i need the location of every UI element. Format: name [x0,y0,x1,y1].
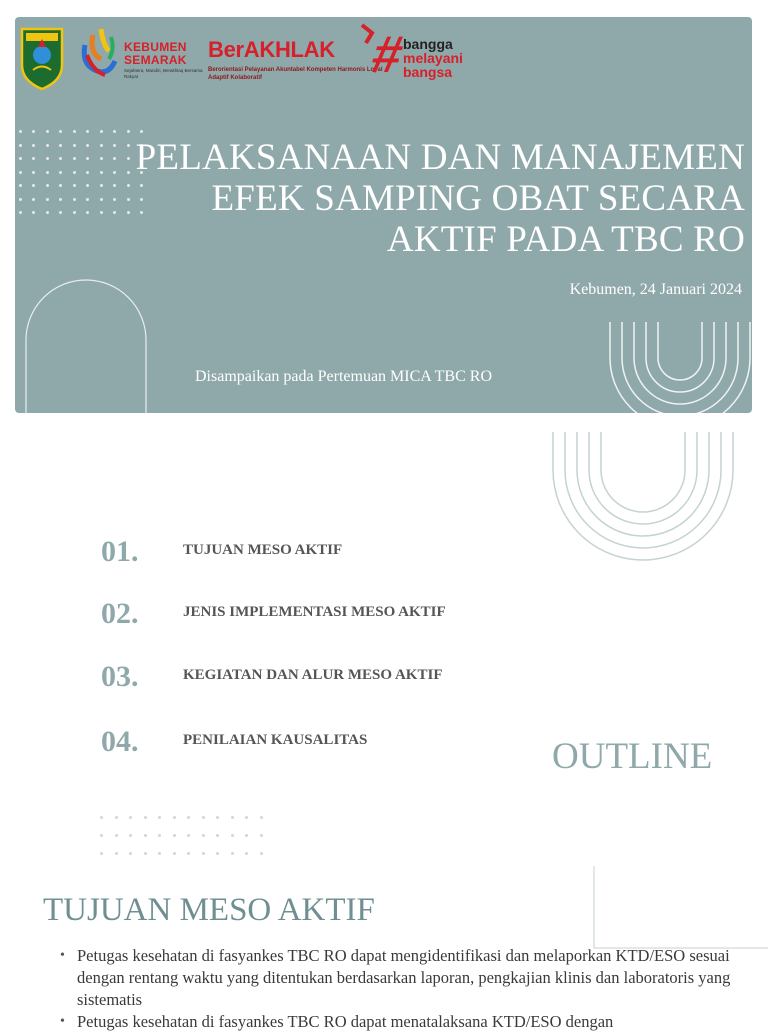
bangga-melayani-bangsa-logo: # bangga melayani bangsa [366,26,463,84]
outline-number: 01. [101,535,139,568]
berakhlak-logo: BerAKHLAK Berorientasi Pelayanan Akuntabel Kompeten Harmonis Loyal Adaptif Kolaboratif [208,23,378,89]
outline-number: 03. [101,660,139,693]
outline-heading: OUTLINE [552,736,713,777]
bullet-list [60,945,740,1033]
regency-crest-logo [18,25,66,91]
outline-label: PENILAIAN KAUSALITAS [183,732,368,748]
section-title: TUJUAN MESO AKTIF [43,892,375,928]
title-slide [15,17,752,413]
outline-label: JENIS IMPLEMENTASI MESO AKTIF [183,604,446,620]
presentation-occasion: Disampaikan pada Pertemuan MICA TBC RO [195,368,492,385]
outline-number: 02. [101,597,139,630]
dot-grid-decoration [100,816,280,861]
outline-label: TUJUAN MESO AKTIF [183,542,343,558]
outline-label: KEGIATAN DAN ALUR MESO AKTIF [183,667,443,683]
presentation-date: Kebumen, 24 Januari 2024 [569,281,742,298]
presentation-title: PELAKSANAAN DAN MANAJEMEN EFEK SAMPING OBAT SECARA AKTIF PADA TBC RO [135,137,745,260]
outline-number: 04. [101,725,139,758]
list-item: • Petugas kesehatan di fasyankes TBC RO dapat menatalaksana KTD/ESO dengan [60,1011,740,1033]
list-item: • Petugas kesehatan di fasyankes TBC RO dapat mengidentifikasi dan melaporkan KTD/ESO sesuai dengan rentang waktu yang ditentukan berdasarkan laporan, pengkajian klinis dan laboratoris yang sistematis [60,945,740,1011]
kebumen-semarak-logo: KEBUMEN SEMARAK Sejahtera, Mandiri, Berakhlaq Bersama Rakyat [79,25,209,87]
